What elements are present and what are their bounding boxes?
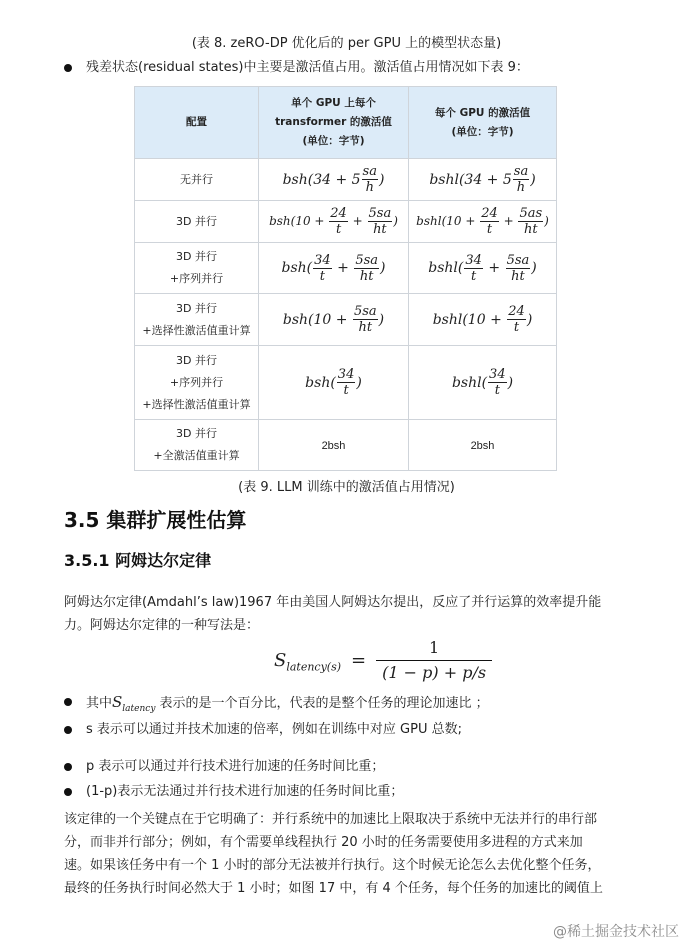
header-col3-line: 每个 GPU 的激活值 [434,106,531,119]
header-config: 配置 [135,87,259,159]
per-transformer-cell: bsh(10 + $\frac{5sa}{ht}$ ) [259,294,409,346]
table-row [135,159,557,201]
config-cell [135,243,259,294]
subsection-title: 3.5.1 阿姆达尔定律 [64,551,212,570]
config-line: +选择性激活值重计算 [142,397,251,411]
per-transformer-cell: bsh( $\frac{34}{t}$ ) [259,346,409,420]
config-line: +序列并行 [169,375,224,389]
config-line: 3D 并行 [176,250,217,263]
per-gpu-cell: bshl(10 + $\frac{24}{t}$ + $\frac{5as}{ht}$ ) [409,201,557,243]
config-cell [135,420,259,471]
bullet-text: (1-p)表示无法通过并行技术进行加速的任务时间比重； [86,784,404,799]
table-row [135,420,557,471]
closing-line: 速。如果该任务中有一个 1 小时的部分无法被并行执行。这个时候无论怎么去优化整个任务， [64,858,601,873]
bullet-dot-icon [64,726,72,734]
bullet-text: 残差状态(residual states)中主要是激活值占用。激活值占用情况如下表 9： [86,60,529,75]
per-gpu-cell: bshl( $\frac{34}{t}$ ) [409,346,557,420]
per-gpu-cell: bshl( $\frac{34}{t}$ + $\frac{5sa}{ht}$ ) [409,243,557,294]
header-col3-line: (单位：字节) [451,125,514,138]
bullet-text: s 表示可以通过并技术加速的倍率，例如在训练中对应 GPU 总数; [86,722,462,737]
table-row [135,243,557,294]
table9-caption: (表 9. LLM 训练中的激活值占用情况) [238,480,455,495]
bullet-dot-icon [64,64,72,72]
config-cell [135,294,259,346]
header-per-transformer [259,87,409,159]
watermark: @稀土掘金技术社区 [553,924,679,940]
amdahl-formula [274,636,492,685]
per-transformer-cell: bsh( $\frac{34}{t}$ + $\frac{5sa}{ht}$ ) [259,243,409,294]
speedup-symbol-letter: S [112,693,123,711]
per-gpu-cell: bshl(10 + $\frac{24}{t}$ ) [409,294,557,346]
formula-lhs [274,649,342,674]
config-cell [135,201,259,243]
header-col2-line: 单个 GPU 上每个 [291,97,376,109]
config-line: +序列并行 [169,272,224,285]
activation-table [134,86,557,471]
table8-caption: (表 8. zeRO-DP 优化后的 per GPU 上的模型状态量) [191,36,502,51]
formula-denominator: (1 − p) + p/s [382,663,487,682]
intro-paragraph [64,591,634,637]
header-per-gpu [409,87,557,159]
closing-line: 该定律的一个关键点在于它明确了：并行系统中的加速比上限取决于系统中无法并行的串行部 [64,812,598,827]
formula-symbol: S [274,649,287,671]
config-cell [135,159,259,201]
formula-fraction [376,636,492,685]
closing-paragraph [64,808,634,900]
per-gpu-value: 2bsh [470,439,495,452]
bullet-text [86,692,489,719]
config-line: 无并行 [180,172,213,186]
bullet-text: p 表示可以通过并行技术进行加速的任务时间比重； [86,759,385,774]
bullet-dot-icon [64,763,72,771]
table-header-row [135,87,557,159]
config-line: 3D 并行 [176,427,217,440]
bullet-dot-icon [64,698,72,706]
formula-numerator: 1 [376,636,492,661]
intro-line: 阿姆达尔定律(Amdahl’s law)1967 年由美国人阿姆达尔提出，反应了并行运算的效率提升能 [64,595,602,610]
per-transformer-value: 2bsh [321,439,346,452]
config-line: 3D 并行 [176,301,217,315]
config-line: 3D 并行 [176,353,217,367]
table-row [135,346,557,420]
formula-equals: = [351,649,367,671]
bullet-prefix: 其中 [86,696,113,711]
per-transformer-cell: bsh(10 + $\frac{24}{t}$ + $\frac{5sa}{ht}$ ) [259,201,409,243]
per-gpu-cell [409,420,557,471]
speedup-symbol [112,693,156,714]
section-title: 3.5 集群扩展性估算 [64,508,247,532]
config-line: +全激活值重计算 [153,449,240,462]
intro-line: 力。阿姆达尔定律的一种写法是： [64,618,260,633]
table-row [135,294,557,346]
per-transformer-cell [259,420,409,471]
header-col2-line: (单位：字节) [302,135,365,147]
formula-subscript: latency(s) [286,660,342,674]
closing-line: 分，而非并行部分；例如，有个需要单线程执行 20 小时的任务需要使用多进程的方式来加 [64,835,583,850]
config-line: 3D 并行 [176,214,217,228]
config-line: +选择性激活值重计算 [142,323,251,337]
config-cell [135,346,259,420]
per-gpu-cell: bshl(34 + 5 $\frac{sa}{h}$ ) [409,159,557,201]
header-col2-line: transformer 的激活值 [275,116,392,128]
bullet-dot-icon [64,788,72,796]
table-row [135,201,557,243]
speedup-subscript: latency [122,704,156,714]
bullet-suffix: 表示的是一个百分比，代表的是整个任务的理论加速比 ； [159,696,489,711]
per-transformer-cell: bsh(34 + 5 $\frac{sa}{h}$ ) [259,159,409,201]
closing-line: 最终的任务执行时间必然大于 1 小时；如图 17 中，有 4 个任务，每个任务的加速比的阈值上 [64,881,603,896]
